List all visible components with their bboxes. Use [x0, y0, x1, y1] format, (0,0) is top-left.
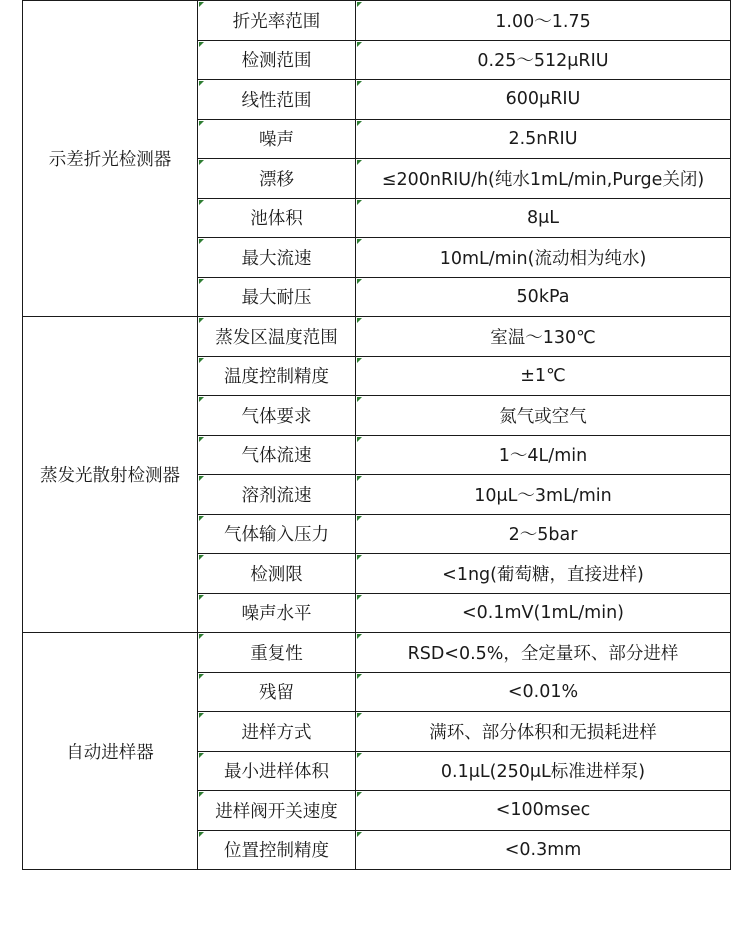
- group-name-cell: 自动进样器: [23, 633, 198, 870]
- parameter-name-cell: 检测范围: [198, 40, 356, 80]
- parameter-name-cell: 池体积: [198, 198, 356, 238]
- parameter-name-cell: 检测限: [198, 554, 356, 594]
- parameter-name-cell: 进样方式: [198, 712, 356, 752]
- parameter-value-cell: <0.3mm: [356, 830, 731, 870]
- parameter-value-cell: <100msec: [356, 791, 731, 831]
- parameter-name-cell: 气体输入压力: [198, 514, 356, 554]
- parameter-name-cell: 溶剂流速: [198, 475, 356, 515]
- parameter-name-cell: 最小进样体积: [198, 751, 356, 791]
- parameter-name-cell: 噪声水平: [198, 593, 356, 633]
- parameter-value-cell: 10μL～3mL/min: [356, 475, 731, 515]
- parameter-value-cell: 1～4L/min: [356, 435, 731, 475]
- parameter-value-cell: RSD<0.5%，全定量环、部分进样: [356, 633, 731, 673]
- table-row: [23, 1, 731, 41]
- parameter-value-cell: 600μRIU: [356, 80, 731, 120]
- parameter-name-cell: 位置控制精度: [198, 830, 356, 870]
- specification-table: [22, 0, 731, 870]
- parameter-name-cell: 最大流速: [198, 238, 356, 278]
- parameter-name-cell: 线性范围: [198, 80, 356, 120]
- parameter-name-cell: 最大耐压: [198, 277, 356, 317]
- parameter-value-cell: 50kPa: [356, 277, 731, 317]
- parameter-value-cell: 10mL/min(流动相为纯水): [356, 238, 731, 278]
- parameter-value-cell: 0.25～512μRIU: [356, 40, 731, 80]
- parameter-value-cell: 8μL: [356, 198, 731, 238]
- parameter-name-cell: 折光率范围: [198, 1, 356, 41]
- parameter-value-cell: 满环、部分体积和无损耗进样: [356, 712, 731, 752]
- table-row: [23, 317, 731, 357]
- parameter-value-cell: 2.5nRIU: [356, 119, 731, 159]
- parameter-name-cell: 蒸发区温度范围: [198, 317, 356, 357]
- parameter-name-cell: 漂移: [198, 159, 356, 199]
- parameter-value-cell: ≤200nRIU/h(纯水1mL/min,Purge关闭): [356, 159, 731, 199]
- parameter-name-cell: 重复性: [198, 633, 356, 673]
- parameter-value-cell: ±1℃: [356, 356, 731, 396]
- parameter-name-cell: 气体流速: [198, 435, 356, 475]
- group-name-cell: 示差折光检测器: [23, 1, 198, 317]
- parameter-value-cell: <0.01%: [356, 672, 731, 712]
- table-row: [23, 633, 731, 673]
- parameter-name-cell: 气体要求: [198, 396, 356, 436]
- parameter-value-cell: 1.00～1.75: [356, 1, 731, 41]
- parameter-value-cell: 室温～130℃: [356, 317, 731, 357]
- specification-table-body: [23, 1, 731, 870]
- parameter-value-cell: 0.1μL(250μL标准进样泵): [356, 751, 731, 791]
- parameter-value-cell: 氮气或空气: [356, 396, 731, 436]
- parameter-name-cell: 温度控制精度: [198, 356, 356, 396]
- parameter-value-cell: <1ng(葡萄糖，直接进样): [356, 554, 731, 594]
- parameter-name-cell: 残留: [198, 672, 356, 712]
- group-name-cell: 蒸发光散射检测器: [23, 317, 198, 633]
- parameter-value-cell: <0.1mV(1mL/min): [356, 593, 731, 633]
- parameter-name-cell: 噪声: [198, 119, 356, 159]
- parameter-value-cell: 2～5bar: [356, 514, 731, 554]
- parameter-name-cell: 进样阀开关速度: [198, 791, 356, 831]
